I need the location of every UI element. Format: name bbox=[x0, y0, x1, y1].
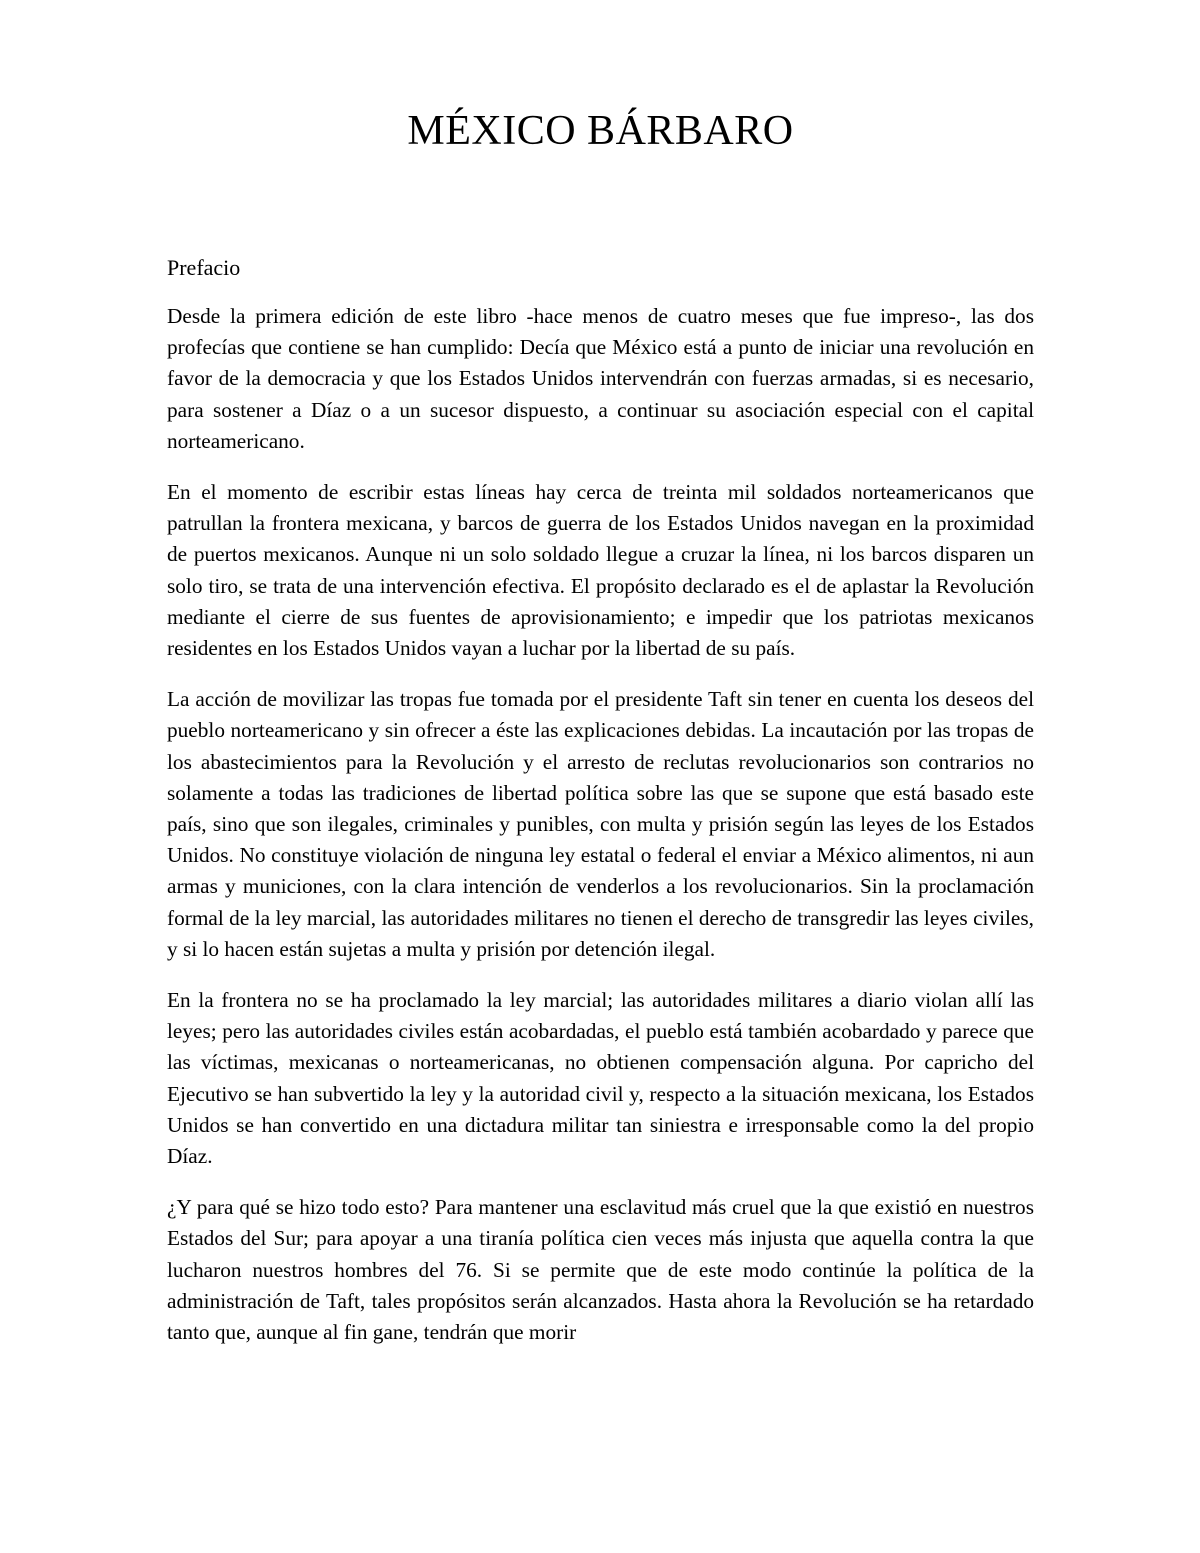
paragraph-3: La acción de movilizar las tropas fue tomada por el presidente Taft sin tener en cuenta los deseos del pueblo norteamericano y sin ofrecer a éste las explicaciones debidas. La incautación por las tropas de los abastecimientos para la Revolución y el arresto de reclutas revolucionarios son contrarios no solamente a todas las tradiciones de libertad política sobre las que se supone que está basado este país, sino que son ilegales, criminales y punibles, con multa y prisión según las leyes de los Estados Unidos. No constituye violación de ninguna ley estatal o federal el enviar a México alimentos, ni aun armas y municiones, con la clara intención de venderlos a los revolucionarios. Sin la proclamación formal de la ley marcial, las autoridades militares no tienen el derecho de transgredir las leyes civiles, y si lo hacen están sujetas a multa y prisión por detención ilegal. bbox=[167, 687, 1034, 961]
paragraph-2: En el momento de escribir estas líneas hay cerca de treinta mil soldados norteamericanos que patrullan la frontera mexicana, y barcos de guerra de los Estados Unidos navegan en la proximidad de puertos mexicanos. Aunque ni un solo soldado llegue a cruzar la línea, ni los barcos disparen un solo tiro, se trata de una intervención efectiva. El propósito declarado es el de aplastar la Revolución mediante el cierre de sus fuentes de aprovisionamiento; e impedir que los patriotas mexicanos residentes en los Estados Unidos vayan a luchar por la libertad de su país. bbox=[167, 480, 1034, 661]
paragraph-4: En la frontera no se ha proclamado la ley marcial; las autoridades militares a diario violan allí las leyes; pero las autoridades civiles están acobardadas, el pueblo está también acobardado y parece que las víctimas, mexicanas o norteamericanas, no obtienen compensación alguna. Por capricho del Ejecutivo se han subvertido la ley y la autoridad civil y, respecto a la situación mexicana, los Estados Unidos se han convertido en una dictadura militar tan siniestra e irresponsable como la del propio Díaz. bbox=[167, 988, 1034, 1169]
paragraph-5: ¿Y para qué se hizo todo esto? Para mantener una esclavitud más cruel que la que existió en nuestros Estados del Sur; para apoyar a una tiranía política cien veces más injusta que aquella contra la que lucharon nuestros hombres del 76. Si se permite que de este modo continúe la política de la administración de Taft, tales propósitos serán alcanzados. Hasta ahora la Revolución se ha retardado tanto que, aunque al fin gane, tendrán que morir bbox=[167, 1195, 1034, 1345]
paragraph-1: Desde la primera edición de este libro -hace menos de cuatro meses que fue impreso-, las dos profecías que contiene se han cumplido: Decía que México está a punto de iniciar una revolución en favor de la democracia y que los Estados Unidos intervendrán con fuerzas armadas, si es necesario, para sostener a Díaz o a un sucesor dispuesto, a continuar su asociación especial con el capital norteamericano. bbox=[167, 304, 1034, 453]
section-heading: Prefacio bbox=[167, 255, 241, 280]
document-body bbox=[167, 301, 1034, 1368]
page-title: MÉXICO BÁRBARO bbox=[407, 108, 794, 154]
